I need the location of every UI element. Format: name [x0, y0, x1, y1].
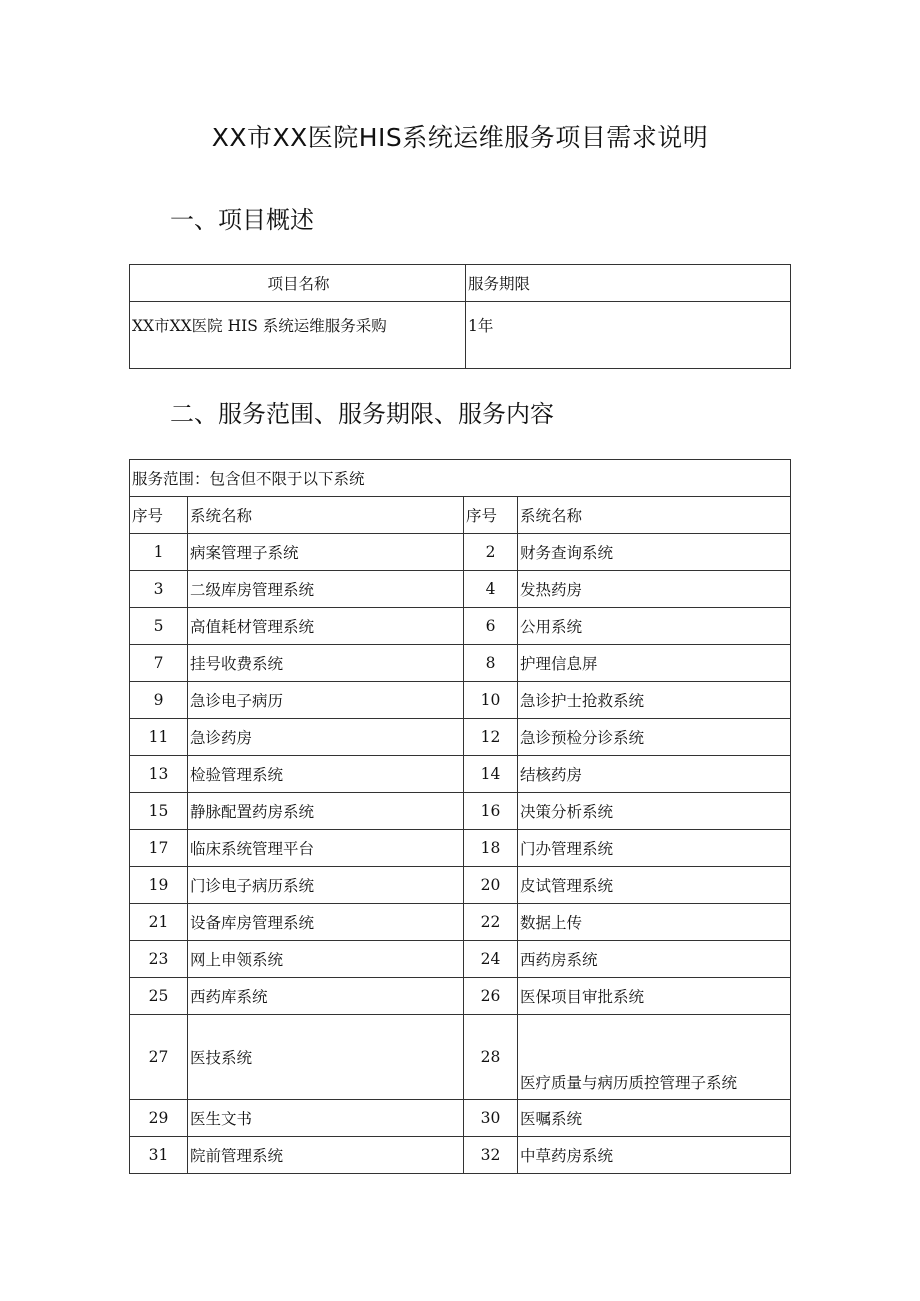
seq-left: 7	[130, 645, 188, 682]
system-name-right: 护理信息屏	[518, 645, 791, 682]
seq-left: 21	[130, 904, 188, 941]
seq-right: 12	[464, 719, 518, 756]
table-header-row	[130, 497, 791, 534]
table-row	[130, 608, 791, 645]
project-name-value: XX市XX医院 HIS 系统运维服务采购	[130, 302, 466, 369]
system-name-right: 数据上传	[518, 904, 791, 941]
seq-left: 27	[130, 1015, 188, 1100]
seq-right: 2	[464, 534, 518, 571]
system-name-left: 二级库房管理系统	[188, 571, 464, 608]
system-name-left: 网上申领系统	[188, 941, 464, 978]
scope-caption: 服务范围：包含但不限于以下系统	[130, 460, 791, 497]
seq-right: 16	[464, 793, 518, 830]
system-name-left: 院前管理系统	[188, 1137, 464, 1174]
project-overview-table	[129, 264, 791, 369]
seq-left: 29	[130, 1100, 188, 1137]
system-name-left: 医技系统	[188, 1015, 464, 1100]
seq-right: 30	[464, 1100, 518, 1137]
system-name-right: 中草药房系统	[518, 1137, 791, 1174]
system-name-left: 高值耗材管理系统	[188, 608, 464, 645]
table-row	[130, 793, 791, 830]
system-name-left: 医生文书	[188, 1100, 464, 1137]
system-name-left: 西药库系统	[188, 978, 464, 1015]
seq-left: 3	[130, 571, 188, 608]
table-row	[130, 830, 791, 867]
scope-caption-row	[130, 460, 791, 497]
header-service-period: 服务期限	[466, 265, 791, 302]
seq-right: 14	[464, 756, 518, 793]
table-row	[130, 1137, 791, 1174]
table-row	[130, 941, 791, 978]
seq-right: 32	[464, 1137, 518, 1174]
table-row	[130, 534, 791, 571]
system-name-right: 结核药房	[518, 756, 791, 793]
system-name-left: 门诊电子病历系统	[188, 867, 464, 904]
seq-left: 19	[130, 867, 188, 904]
system-name-left: 病案管理子系统	[188, 534, 464, 571]
system-name-right: 医疗质量与病历质控管理子系统	[518, 1015, 791, 1100]
system-name-left: 挂号收费系统	[188, 645, 464, 682]
system-name-right: 医保项目审批系统	[518, 978, 791, 1015]
seq-right: 24	[464, 941, 518, 978]
document-title: XX市XX医院HIS系统运维服务项目需求说明	[211, 123, 709, 152]
seq-right: 8	[464, 645, 518, 682]
table-row	[130, 867, 791, 904]
scope-table-body	[130, 534, 791, 1174]
seq-right: 4	[464, 571, 518, 608]
header-seq-left: 序号	[130, 497, 188, 534]
table-header-row	[130, 265, 791, 302]
header-seq-right: 序号	[464, 497, 518, 534]
system-name-right: 财务查询系统	[518, 534, 791, 571]
seq-left: 13	[130, 756, 188, 793]
header-project-name: 项目名称	[130, 265, 466, 302]
system-name-right: 急诊预检分诊系统	[518, 719, 791, 756]
table-row	[130, 978, 791, 1015]
system-name-left: 急诊电子病历	[188, 682, 464, 719]
seq-left: 5	[130, 608, 188, 645]
table-row	[130, 719, 791, 756]
service-scope-table	[129, 459, 791, 1174]
seq-right: 22	[464, 904, 518, 941]
service-period-value: 1年	[466, 302, 791, 369]
system-name-right: 皮试管理系统	[518, 867, 791, 904]
system-name-left: 设备库房管理系统	[188, 904, 464, 941]
system-name-right: 公用系统	[518, 608, 791, 645]
seq-left: 11	[130, 719, 188, 756]
seq-right: 18	[464, 830, 518, 867]
system-name-right: 急诊护士抢救系统	[518, 682, 791, 719]
seq-right: 10	[464, 682, 518, 719]
seq-right: 6	[464, 608, 518, 645]
seq-right: 26	[464, 978, 518, 1015]
table-row	[130, 571, 791, 608]
header-system-name-left: 系统名称	[188, 497, 464, 534]
system-name-right: 决策分析系统	[518, 793, 791, 830]
table-row	[130, 302, 791, 369]
system-name-right: 门办管理系统	[518, 830, 791, 867]
header-system-name-right: 系统名称	[518, 497, 791, 534]
system-name-right: 西药房系统	[518, 941, 791, 978]
system-name-left: 临床系统管理平台	[188, 830, 464, 867]
system-name-left: 急诊药房	[188, 719, 464, 756]
table-row	[130, 904, 791, 941]
table-row	[130, 1015, 791, 1100]
section-heading-scope: 二、服务范围、服务期限、服务内容	[170, 400, 554, 428]
table-row	[130, 756, 791, 793]
seq-left: 25	[130, 978, 188, 1015]
table-row	[130, 682, 791, 719]
seq-left: 23	[130, 941, 188, 978]
seq-left: 9	[130, 682, 188, 719]
seq-left: 31	[130, 1137, 188, 1174]
seq-right: 20	[464, 867, 518, 904]
section-heading-overview: 一、项目概述	[170, 206, 314, 234]
system-name-right: 医嘱系统	[518, 1100, 791, 1137]
system-name-left: 静脉配置药房系统	[188, 793, 464, 830]
seq-right: 28	[464, 1015, 518, 1100]
seq-left: 1	[130, 534, 188, 571]
table-row	[130, 1100, 791, 1137]
system-name-left: 检验管理系统	[188, 756, 464, 793]
table-row	[130, 645, 791, 682]
seq-left: 15	[130, 793, 188, 830]
seq-left: 17	[130, 830, 188, 867]
system-name-right: 发热药房	[518, 571, 791, 608]
